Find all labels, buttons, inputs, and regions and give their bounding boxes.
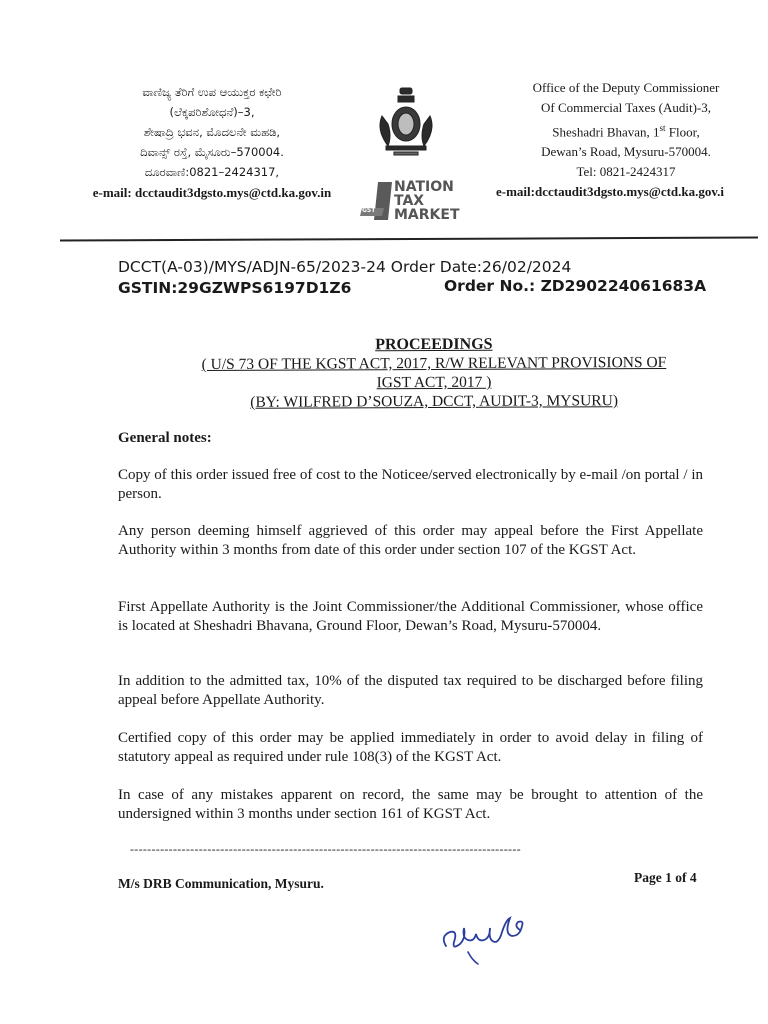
header-right-line: Of Commercial Taxes (Audit)-3, [541, 100, 711, 115]
header-right-line: Tel: 0821-2424317 [576, 164, 676, 180]
watermark-line1: NATION [394, 179, 454, 195]
footer-dashes: ------------------------------------------------------------------------------------------- [130, 842, 521, 856]
notes-heading: General notes: [118, 430, 212, 446]
order-number: Order No.: ZD290224061683A [444, 277, 707, 295]
header-left [62, 82, 362, 203]
page-number: Page 1 of 4 [634, 870, 697, 885]
header-right [488, 78, 764, 202]
watermark-logo [360, 178, 480, 226]
header-left-line: ದೂರವಾಣಿ:0821–2424317, [144, 165, 280, 179]
header-right-address: Sheshadri Bhavan, 1st Floor, [552, 123, 700, 140]
header-right-line: Office of the Deputy Commissioner [532, 80, 720, 95]
header-left-line: (ಲೆಕ್ಕಪರಿಶೋಧನೆ)–3, [169, 105, 255, 119]
note-paragraph: Certified copy of this order may be applied immediately in order to avoid delay in filing of statutory appeal as required under rule 108(3) of the KGST Act. [118, 730, 703, 765]
emblem-icon [374, 86, 438, 162]
state-emblem [374, 86, 438, 162]
signature [438, 908, 548, 968]
header-left-line: ಶೇಷಾದ್ರಿ ಭವನ, ಮೊದಲನೇ ಮಹಡಿ, [143, 125, 281, 139]
header-right-line: Dewan’s Road, Mysuru-570004. [541, 144, 711, 160]
note-paragraph: In addition to the admitted tax, 10% of the disputed tax required to be discharged before filing appeal before Appellate Authority. [118, 673, 703, 708]
header-left-email: e-mail: dcctaudit3dgsto.mys@ctd.ka.gov.in [92, 185, 332, 200]
note-paragraph: In case of any mistakes apparent on record, the same may be brought to attention of the undersigned within 3 months under section 161 of KGST Act. [118, 787, 703, 822]
gstin: GSTIN:29GZWPS6197D1Z6 [118, 279, 352, 297]
watermark-gst-label: GST [362, 207, 376, 214]
proceedings-block [118, 335, 750, 413]
footer-company: M/s DRB Communication, Mysuru. [118, 876, 324, 891]
watermark-line3: MARKET [394, 207, 460, 223]
header-divider [60, 236, 758, 241]
proceedings-line: ( U/S 73 OF THE KGST ACT, 2017, R/W RELEVANT PROVISIONS OF [201, 353, 667, 374]
signature-icon [438, 908, 548, 968]
header-left-line: ದಿವಾನ್ಸ್ ರಸ್ತೆ, ಮೈಸೂರು–570004. [140, 145, 284, 159]
reference-line: DCCT(A-03)/MYS/ADJN-65/2023-24 Order Date:26/02/2024 [118, 258, 572, 276]
watermark-line2: TAX [394, 193, 425, 209]
proceedings-line: IGST ACT, 2017 ) [376, 373, 492, 392]
note-paragraph: First Appellate Authority is the Joint Commissioner/the Additional Commissioner, whose office is located at Sheshadri Bhavana, Ground Floor, Dewan’s Road, Mysuru-570004. [118, 599, 703, 634]
note-paragraph: Copy of this order issued free of cost to the Noticee/served electronically by e-mail /on portal / in person. [118, 467, 703, 502]
proceedings-line: (BY: WILFRED D’SOUZA, DCCT, AUDIT-3, MYSURU) [250, 392, 619, 411]
header-left-line: ವಾಣಿಜ್ಯ ತೆರಿಗೆ ಉಪ ಆಯುಕ್ತರ ಕಛೇರಿ [142, 85, 282, 99]
header-right-email: e-mail:dcctaudit3dgsto.mys@ctd.ka.gov.i [496, 184, 725, 200]
proceedings-title: PROCEEDINGS [375, 335, 493, 354]
note-paragraph: Any person deeming himself aggrieved of this order may appeal before the First Appellate Authority within 3 months from date of this order under section 107 of the KGST Act. [118, 523, 703, 558]
